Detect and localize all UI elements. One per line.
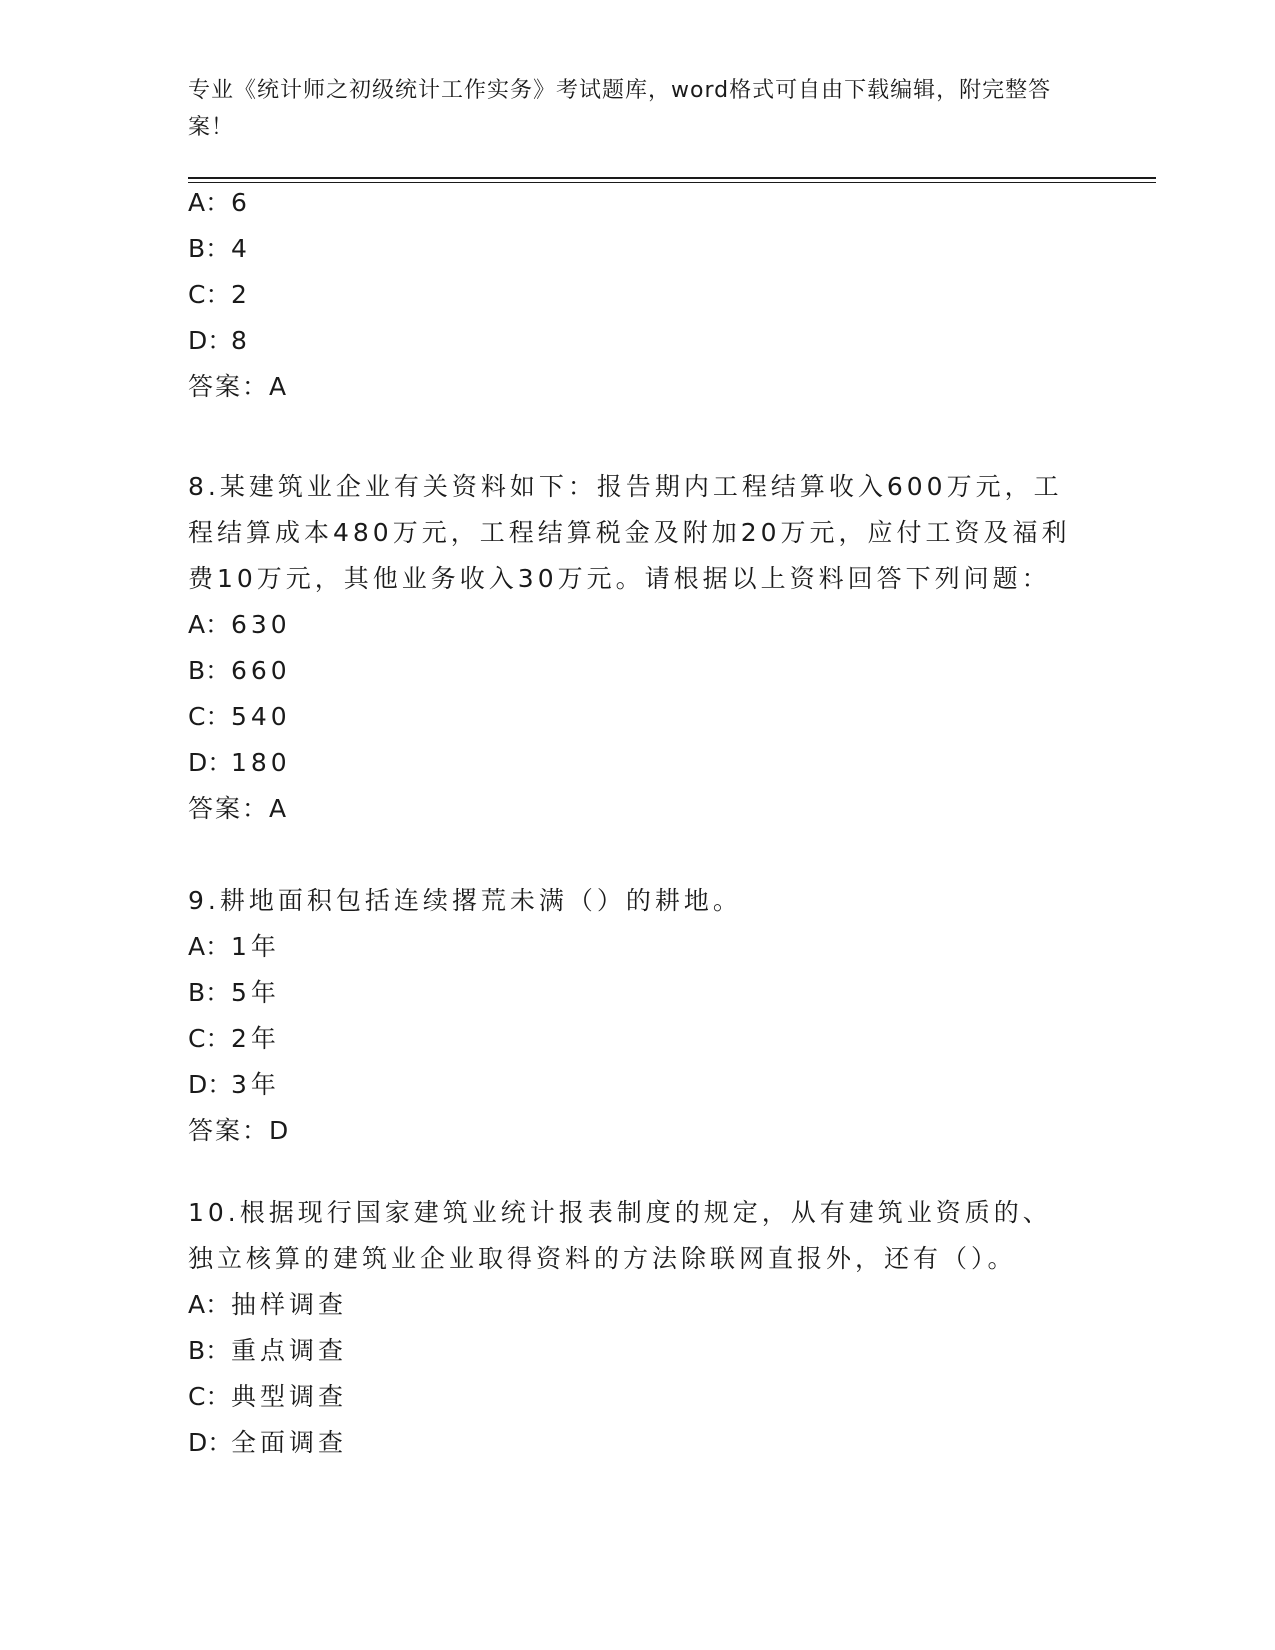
question-10-block (188, 1190, 1088, 1466)
question-9-option-b: B：5年 (188, 978, 280, 1007)
question-9-option-c: C：2年 (188, 1024, 280, 1053)
question-10-option-c: C：典型调查 (188, 1382, 348, 1411)
question-7-block (188, 180, 1088, 410)
question-9-stem: 9.耕地面积包括连续撂荒未满（）的耕地。 (188, 886, 742, 915)
question-8-option-b: B：660 (188, 656, 291, 685)
question-9-option-a: A：1年 (188, 932, 280, 961)
question-8-stem: 8.某建筑业企业有关资料如下：报告期内工程结算收入600万元，工程结算成本480万元，工程结算税金及附加20万元，应付工资及福利费10万元，其他业务收入30万元。请根据以上资料回答下列问题： (188, 472, 1071, 593)
question-8-option-a: A：630 (188, 610, 291, 639)
question-10-stem: 10.根据现行国家建筑业统计报表制度的规定，从有建筑业资质的、独立核算的建筑业企业取得资料的方法除联网直报外，还有（）。 (188, 1198, 1052, 1273)
header-divider-thick (188, 177, 1156, 179)
question-8-option-c: C：540 (188, 702, 291, 731)
question-9-answer: 答案：D (188, 1116, 290, 1145)
question-8-block (188, 464, 1088, 832)
question-10-option-d: D：全面调查 (188, 1428, 348, 1457)
question-7-option-d: D：8 (188, 326, 251, 355)
question-8-answer: 答案：A (188, 794, 288, 823)
question-10-option-a: A：抽样调查 (188, 1290, 348, 1319)
question-7-option-b: B：4 (188, 234, 251, 263)
question-9-block (188, 878, 1088, 1154)
question-10-option-b: B：重点调查 (188, 1336, 348, 1365)
question-7-option-a: A：6 (188, 188, 251, 217)
question-8-option-d: D：180 (188, 748, 291, 777)
document-header: 专业《统计师之初级统计工作实务》考试题库，word格式可自由下载编辑，附完整答案！ (188, 78, 1052, 140)
question-7-answer: 答案：A (188, 372, 288, 401)
question-7-option-c: C：2 (188, 280, 251, 309)
question-9-option-d: D：3年 (188, 1070, 280, 1099)
